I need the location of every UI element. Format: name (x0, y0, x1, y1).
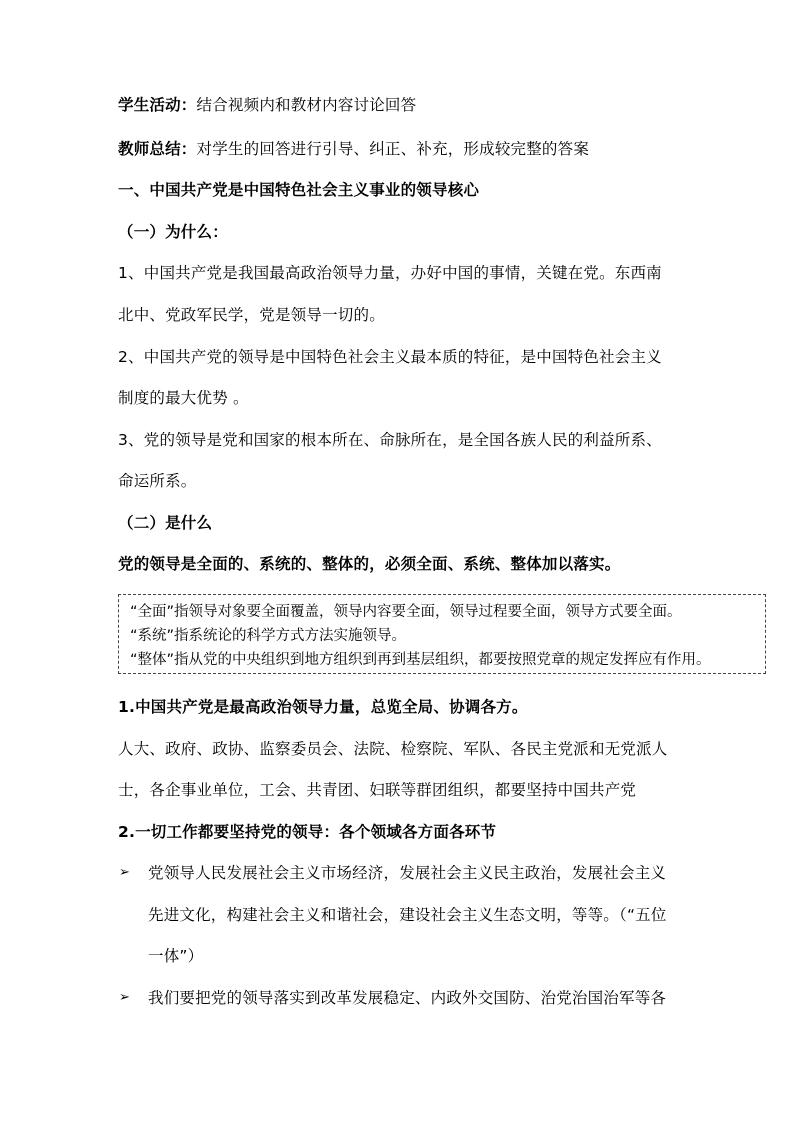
why-point-1-line-1: 1、中国共产党是我国最高政治领导力量，办好中国的事情，关键在党。东西南 (118, 264, 662, 282)
point-1-text-line-2: 士，各企事业单位，工会、共青团、妇联等群团组织，都要坚持中国共产党 (118, 781, 637, 799)
point-1-text-line-1: 人大、政府、政协、监察委员会、法院、检察院、军队、各民主党派和无党派人 (118, 740, 668, 758)
sub-heading-why: （一）为什么： (118, 223, 228, 241)
why-point-3-line-1: 3、党的领导是党和国家的根本所在、命脉所在，是全国各族人民的利益所系、 (118, 431, 662, 449)
definition-quanmian: “全面”指领导对象要全面覆盖，领导内容要全面，领导过程要全面，领导方式要全面。 (130, 604, 682, 620)
why-point-2-line-1: 2、中国共产党的领导是中国特色社会主义最本质的特征，是中国特色社会主义 (118, 348, 662, 366)
bullet-1-line-3: 一体”） (148, 947, 204, 965)
bullet-1-line-1: 党领导人民发展社会主义市场经济，发展社会主义民主政治，发展社会主义 (148, 864, 667, 882)
teacher-summary-line (118, 139, 589, 159)
why-point-3-line-2: 命运所系。 (118, 472, 197, 490)
point-1-heading: 1.中国共产党是最高政治领导力量，总览全局、协调各方。 (118, 698, 528, 716)
student-activity-text: 结合视频内和教材内容讨论回答 (196, 96, 417, 114)
section-heading: 一、中国共产党是中国特色社会主义事业的领导核心 (118, 181, 480, 199)
bullet-1-line-2: 先进文化，构建社会主义和谐社会，建设社会主义生态文明，等等。（“五位 (148, 906, 667, 924)
definition-xitong: “系统”指系统论的科学方式方法实施领导。 (130, 628, 407, 644)
arrow-bullet-icon: ➢ (119, 990, 130, 1005)
point-2-heading: 2.一切工作都要坚持党的领导：各个领域各方面各环节 (118, 823, 497, 841)
bullet-2-line-1: 我们要把党的领导落实到改革发展稳定、内政外交国防、治党治国治军等各 (148, 989, 667, 1007)
student-activity-label: 学生活动： (118, 96, 197, 114)
sub-heading-what: （二）是什么 (118, 514, 213, 532)
student-activity-line (118, 95, 416, 115)
arrow-bullet-icon: ➢ (119, 865, 130, 880)
definition-zhengti: “整体”指从党的中央组织到地方组织到再到基层组织，都要按照党章的规定发挥应有作用。 (130, 652, 711, 668)
what-statement: 党的领导是全面的、系统的、整体的，必须全面、系统、整体加以落实。 (118, 555, 621, 573)
why-point-1-line-2: 北中、党政军民学，党是领导一切的。 (118, 306, 385, 324)
why-point-2-line-2: 制度的最大优势 。 (118, 389, 249, 407)
teacher-summary-label: 教师总结： (118, 140, 197, 158)
teacher-summary-text: 对学生的回答进行引导、纠正、补充，形成较完整的答案 (196, 140, 590, 158)
